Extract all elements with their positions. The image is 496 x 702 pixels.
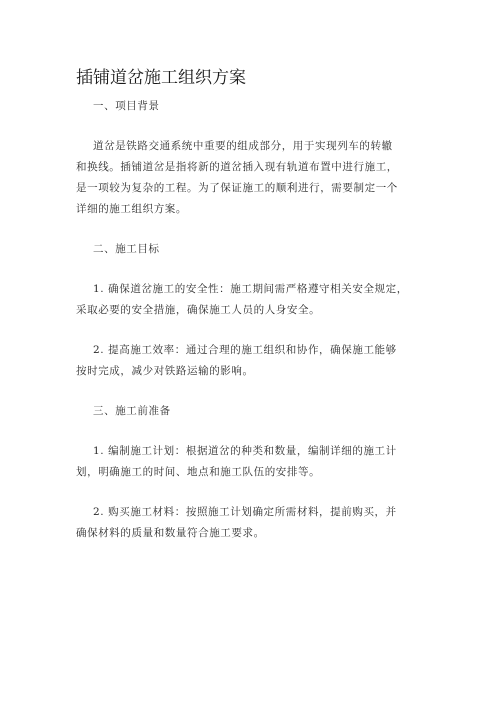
section-heading-construction-goals: 二、施工目标 [93, 243, 160, 255]
list-item-line: 采取必要的安全措施，确保施工人员的人身安全。 [76, 304, 321, 316]
list-item-line: 1. 确保道岔施工的安全性：施工期间需严格遵守相关安全规定， [93, 283, 408, 295]
document-title: 插铺道岔施工组织方案 [76, 68, 246, 88]
section-heading-preparation: 三、施工前准备 [93, 405, 171, 417]
paragraph-line: 和换线。插铺道岔是指将新的道岔插入现有轨道布置中进行施工， [76, 161, 398, 173]
list-item-line: 2. 购买施工材料：按照施工计划确定所需材料，提前购买，并 [93, 506, 397, 518]
section-heading-project-background: 一、项目背景 [93, 100, 160, 112]
list-item-line: 1. 编制施工计划：根据道岔的种类和数量，编制详细的施工计 [93, 445, 397, 457]
list-item-line: 按时完成，减少对铁路运输的影响。 [76, 365, 254, 377]
list-item-line: 确保材料的质量和数量符合施工要求。 [76, 527, 265, 539]
list-item-line: 划，明确施工的时间、地点和施工队伍的安排等。 [76, 466, 321, 478]
paragraph-line: 道岔是铁路交通系统中重要的组成部分，用于实现列车的转辙 [93, 140, 393, 152]
list-item-line: 2. 提高施工效率：通过合理的施工组织和协作，确保施工能够 [93, 344, 397, 356]
paragraph-line: 详细的施工组织方案。 [76, 203, 187, 215]
paragraph-line: 是一项较为复杂的工程。为了保证施工的顺利进行，需要制定一个 [76, 182, 398, 194]
